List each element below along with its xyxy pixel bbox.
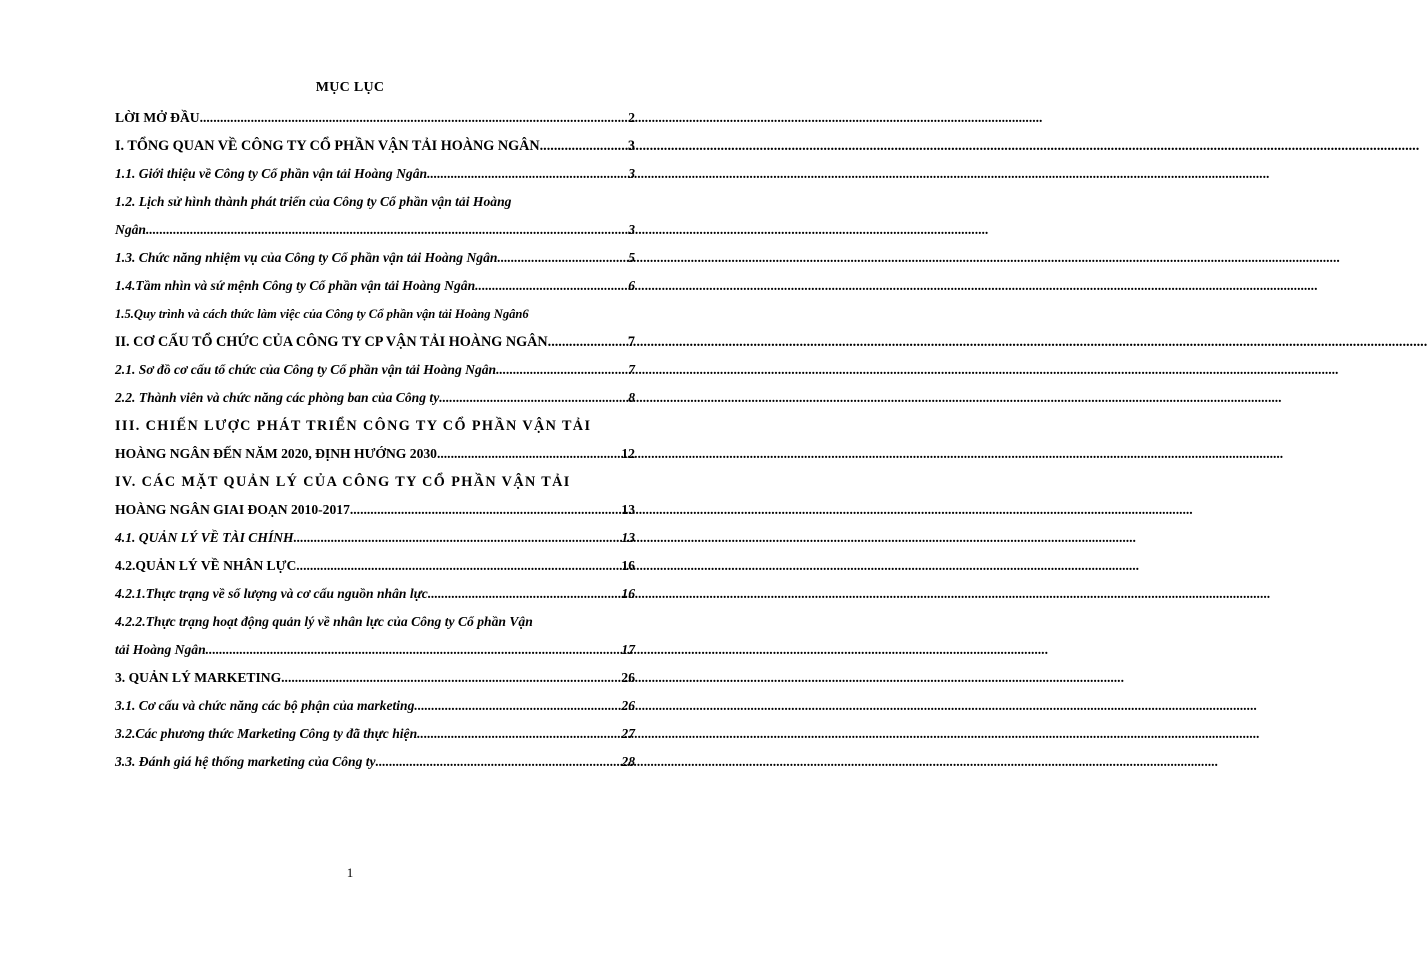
toc-entry-text: 1.4.Tầm nhìn và sứ mệnh Công ty Cổ phần vận tải Hoàng Ngân <box>115 278 476 293</box>
dot-leader <box>440 440 621 468</box>
footer-page-number: 1 <box>346 865 354 880</box>
dot-leader <box>281 664 621 692</box>
dot-leader <box>376 748 622 776</box>
toc-page-number: 8 <box>628 390 635 405</box>
toc-entry-text: 3.3. Đánh giá hệ thống marketing của Công ty <box>115 754 376 769</box>
toc-entry-4-2-2-line2[interactable] <box>115 636 635 664</box>
toc-entry-marketing[interactable] <box>115 664 635 692</box>
toc-entry-text: I. TỔNG QUAN VỀ CÔNG TY CỔ PHẦN VẬN TẢI HOÀNG NGÂN <box>115 138 540 154</box>
toc-page-number: 2 <box>628 110 635 125</box>
toc-entry-1-5[interactable] <box>115 300 635 328</box>
toc-page-number: 3 <box>628 166 635 181</box>
toc-page-number: 28 <box>621 754 635 769</box>
dot-leader <box>475 272 628 300</box>
toc-entry-section-2[interactable] <box>115 328 635 356</box>
toc-entry-4-2-1[interactable] <box>115 580 635 608</box>
document-page <box>0 0 700 960</box>
dot-leader <box>428 580 622 608</box>
toc-entry-1-1[interactable] <box>115 160 635 188</box>
dot-leader <box>296 552 621 580</box>
toc-page-number: 16 <box>621 558 635 573</box>
toc-entry-1-2-line2[interactable] <box>115 216 635 244</box>
toc-entry-1-4[interactable] <box>115 272 635 300</box>
toc-entry-text: IV. CÁC MẶT QUẢN LÝ CỦA CÔNG TY CỔ PHẦN VẬN TẢI <box>115 474 571 490</box>
toc-page-number: 7 <box>627 334 635 350</box>
toc-entry-4-1[interactable] <box>115 524 635 552</box>
dot-leader <box>146 216 628 244</box>
toc-entry-text: III. CHIẾN LƯỢC PHÁT TRIỂN CÔNG TY CỔ PHẦN VẬN TẢI <box>115 418 592 434</box>
toc-entry-preface[interactable] <box>115 104 635 132</box>
toc-page-number: 17 <box>621 642 635 657</box>
toc-page-number: 7 <box>628 362 635 377</box>
toc-entry-3-3[interactable] <box>115 748 635 776</box>
dot-leader <box>439 384 628 412</box>
dot-leader <box>294 524 622 552</box>
toc-entry-text: 4.2.2.Thực trạng hoạt động quản lý về nhân lực của Công ty Cổ phần Vận <box>115 614 533 629</box>
dot-leader <box>540 132 628 160</box>
toc-entry-text: 4.2.1.Thực trạng về số lượng và cơ cấu nguồn nhân lực <box>115 586 428 601</box>
dot-leader <box>548 328 628 356</box>
dot-leader <box>497 244 628 272</box>
toc-entry-section-3-line2[interactable] <box>115 440 635 468</box>
toc-page-number: 16 <box>621 586 635 601</box>
toc-entry-text: 3.1. Cơ cấu và chức năng các bộ phận của marketing <box>115 698 415 713</box>
toc-entry-3-2[interactable] <box>115 720 635 748</box>
toc-page-number: 3 <box>628 222 635 237</box>
toc-entry-text: 3. QUẢN LÝ MARKETING <box>115 670 282 685</box>
dot-leader <box>496 356 628 384</box>
toc-entry-text: Ngân <box>115 222 146 237</box>
dot-leader <box>414 692 621 720</box>
toc-page-number: 27 <box>621 726 635 741</box>
toc-entry-text: tải Hoàng Ngân <box>115 642 206 657</box>
toc-entry-text: 1.5.Quy trình và cách thức làm việc của Công ty Cổ phần vận tải Hoàng Ngân <box>115 307 523 321</box>
toc-page-number: 13 <box>621 502 635 517</box>
dot-leader <box>350 496 622 524</box>
toc-entry-section-3-line1[interactable] <box>115 412 635 440</box>
toc-page-number: 6 <box>628 278 635 293</box>
page-title: MỤC LỤC <box>315 80 385 95</box>
toc-entry-4-2[interactable] <box>115 552 635 580</box>
toc-entry-text: 1.1. Giới thiệu về Công ty Cổ phần vận tải Hoàng Ngân <box>115 166 428 181</box>
toc-entry-text: II. CƠ CẤU TỔ CHỨC CỦA CÔNG TY CP VẬN TẢI HOÀNG NGÂN <box>115 334 548 350</box>
toc-entry-section-4-line2[interactable] <box>115 496 635 524</box>
table-of-contents <box>115 104 635 776</box>
toc-page-number: 26 <box>621 670 635 685</box>
toc-entry-section-4-line1[interactable] <box>115 468 635 496</box>
toc-entry-text: HOÀNG NGÂN ĐẾN NĂM 2020, ĐỊNH HƯỚNG 2030. <box>115 446 441 461</box>
toc-entry-text: 1.2. Lịch sử hình thành phát triển của Công ty Cổ phần vận tải Hoàng <box>115 194 512 209</box>
dot-leader <box>417 720 621 748</box>
toc-entry-text: 2.2. Thành viên và chức năng các phòng ban của Công ty <box>115 390 440 405</box>
toc-page-number: 12 <box>621 446 635 461</box>
dot-leader <box>200 104 629 132</box>
toc-page-number: 3 <box>627 138 635 154</box>
toc-entry-text: HOÀNG NGÂN GIAI ĐOẠN 2010-2017 <box>115 502 350 517</box>
toc-entry-2-1[interactable] <box>115 356 635 384</box>
toc-entry-1-2-line1[interactable] <box>115 188 635 216</box>
toc-page-number: 26 <box>621 698 635 713</box>
toc-page-number: 5 <box>628 250 635 265</box>
toc-entry-2-2[interactable] <box>115 384 635 412</box>
toc-entry-text: 4.2.QUẢN LÝ VỀ NHÂN LỰC <box>115 558 297 573</box>
toc-entry-text: 3.2.Các phương thức Marketing Công ty đã thực hiện <box>115 726 418 741</box>
toc-page-number: 6 <box>522 307 529 321</box>
toc-entry-3-1[interactable] <box>115 692 635 720</box>
toc-entry-text: 1.3. Chức năng nhiệm vụ của Công ty Cổ phần vận tải Hoàng Ngân <box>115 250 498 265</box>
toc-entry-text: 2.1. Sơ đồ cơ cấu tổ chức của Công ty Cổ phần vận tải Hoàng Ngân <box>115 362 497 377</box>
dot-leader <box>427 160 628 188</box>
toc-page-number: 13 <box>621 530 635 545</box>
toc-entry-text: LỜI MỞ ĐẦU <box>115 110 200 125</box>
toc-entry-section-1[interactable] <box>115 132 635 160</box>
toc-entry-1-3[interactable] <box>115 244 635 272</box>
dot-leader <box>206 636 622 664</box>
toc-entry-text: 4.1. QUẢN LÝ VỀ TÀI CHÍNH <box>115 530 294 545</box>
toc-entry-4-2-2-line1[interactable] <box>115 608 635 636</box>
